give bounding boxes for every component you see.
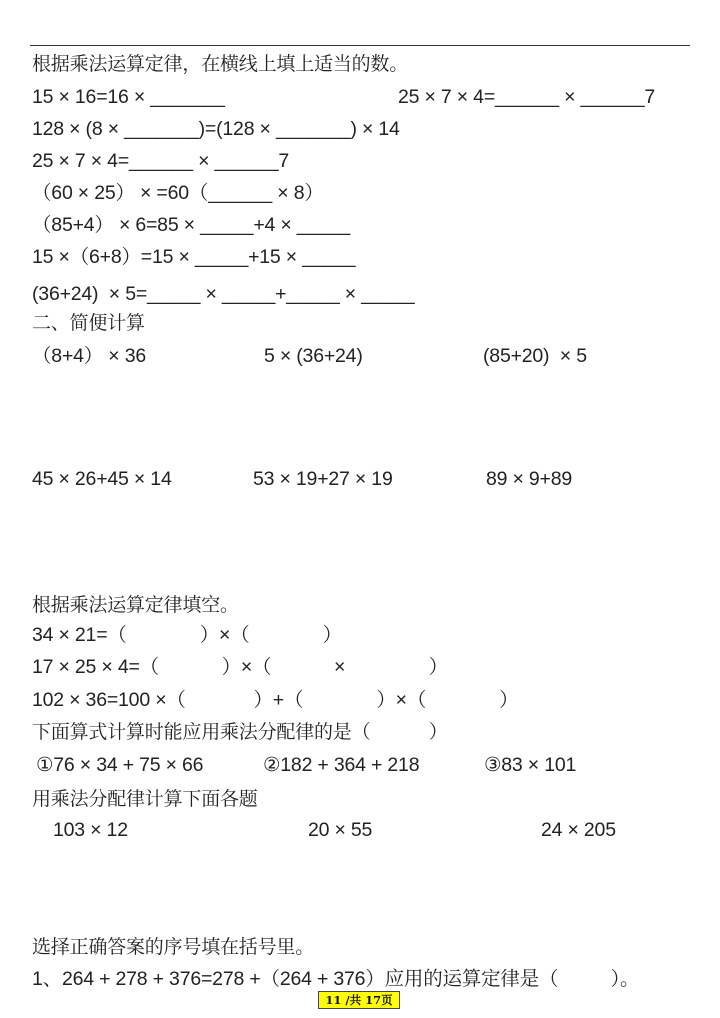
- exercise-line: （85+4） × 6=85 × _____+4 × _____: [32, 214, 350, 236]
- section4-question: 下面算式计算时能应用乘法分配律的是（ ）: [32, 721, 448, 743]
- exercise-line: 25 × 7 × 4=______ × ______7: [32, 150, 290, 172]
- calc-item: 24 × 205: [541, 819, 616, 841]
- section2-heading: 二、简便计算: [32, 312, 145, 334]
- top-rule: [30, 45, 690, 46]
- exercise-line: (36+24) × 5=_____ × _____+_____ × _____: [32, 283, 415, 305]
- section5-heading: 用乘法分配律计算下面各题: [32, 788, 258, 810]
- exercise-line: 15 × 16=16 × _______: [32, 86, 225, 108]
- exercise-line: 34 × 21=（ ）×（ ）: [32, 624, 342, 646]
- exercise-line: 102 × 36=100 ×（ ）+（ ）×（ ）: [32, 689, 519, 711]
- exercise-line: 128 × (8 × _______)=(128 × _______) × 14: [32, 118, 400, 140]
- exercise-line: 15 ×（6+8）=15 × _____+15 × _____: [32, 246, 356, 268]
- question-line: 1、264 + 278 + 376=278 +（264 + 376）应用的运算定律是（ ）。: [32, 968, 640, 990]
- calc-item: 103 × 12: [53, 819, 128, 841]
- calc-item: 89 × 9+89: [486, 468, 573, 490]
- option-item: ①76 × 34 + 75 × 66: [36, 754, 204, 776]
- option-item: ③83 × 101: [484, 754, 577, 776]
- calc-item: （8+4） × 36: [32, 345, 146, 367]
- section1-heading: 根据乘法运算定律，在横线上填上适当的数。: [32, 53, 409, 75]
- exercise-line: 17 × 25 × 4=（ ）×（ × ）: [32, 656, 448, 678]
- calc-item: 20 × 55: [308, 819, 373, 841]
- calc-item: 53 × 19+27 × 19: [253, 468, 393, 490]
- option-item: ②182 + 364 + 218: [263, 754, 420, 776]
- calc-item: 5 × (36+24): [264, 345, 363, 367]
- exercise-line: （60 × 25） × =60（______ × 8）: [32, 182, 324, 204]
- section3-heading: 根据乘法运算定律填空。: [32, 594, 239, 616]
- calc-item: 45 × 26+45 × 14: [32, 468, 172, 490]
- calc-item: (85+20) × 5: [483, 345, 587, 367]
- section6-heading: 选择正确答案的序号填在括号里。: [32, 936, 315, 958]
- exercise-line: 25 × 7 × 4=______ × ______7: [398, 86, 656, 108]
- page-number-badge: 11 /共 17页: [318, 991, 400, 1009]
